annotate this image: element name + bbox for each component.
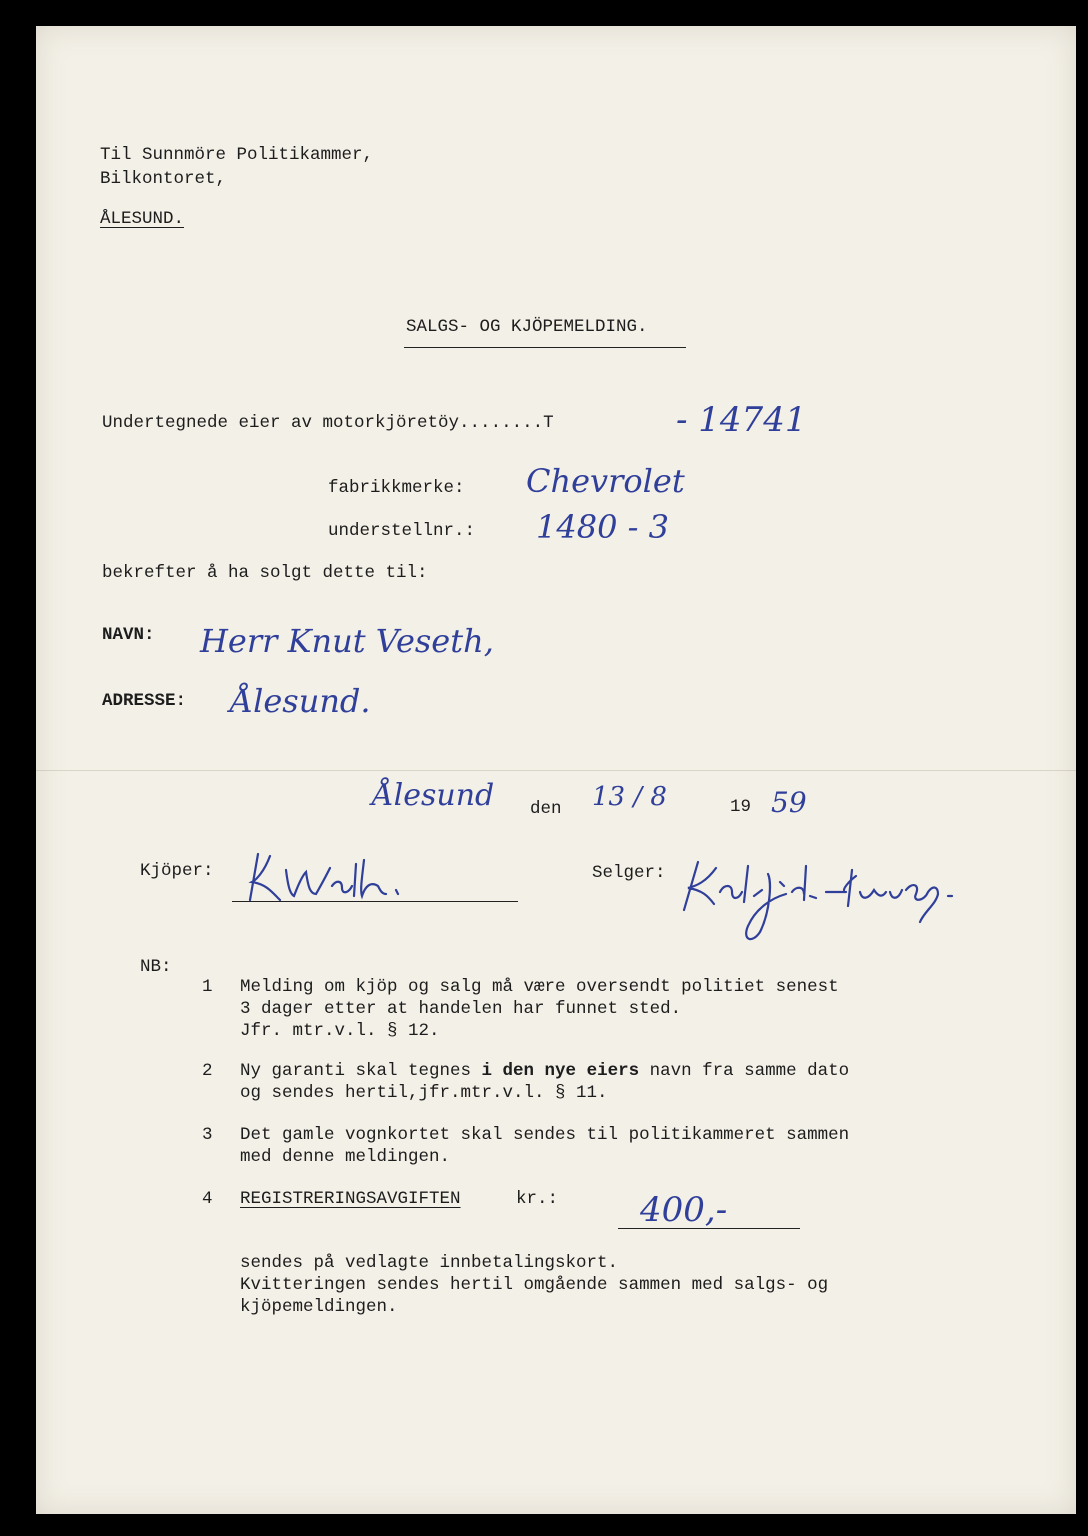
addressee-line-1: Til Sunnmöre Politikammer, [100,145,374,165]
registration-fee-label: REGISTRERINGSAVGIFTEN [240,1189,461,1209]
make-label: fabrikkmerke: [328,478,465,498]
place-value: Ålesund [372,778,495,813]
chassis-label: understellnr.: [328,521,476,541]
document-page [36,26,1076,1514]
note-3-line-1: Det gamle vognkortet skal sendes til politikammeret sammen [240,1125,850,1145]
note-4-number: 4 [202,1189,213,1209]
currency-label: kr.: [516,1189,559,1209]
note-1-line-1: Melding om kjöp og salg må være oversendt politiet senest [240,977,839,997]
registration-number: - 14741 [676,400,807,440]
chassis-value: 1480 - 3 [536,508,669,546]
buyer-signature [246,850,436,906]
name-label: NAVN: [102,625,155,645]
note-3-line-2: med denne meldingen. [240,1147,451,1167]
note-2-line-2: og sendes hertil,jfr.mtr.v.l. § 11. [240,1083,608,1103]
note-3-number: 3 [202,1125,213,1145]
note-2-number: 2 [202,1061,213,1081]
address-label: ADRESSE: [102,691,187,711]
document-title: SALGS- OG KJÖPEMELDING. [406,317,648,337]
note-1-number: 1 [202,977,213,997]
paper-fold [36,770,1076,771]
buyer-name: Herr Knut Veseth, [200,622,494,660]
note-2-line-1: Ny garanti skal tegnes i den nye eiers navn fra samme dato [240,1061,850,1081]
closing-line-3: kjöpemeldingen. [240,1297,398,1317]
buyer-sign-label: Kjöper: [140,861,214,881]
seller-signature [676,852,1026,942]
buyer-address: Ålesund. [230,682,371,720]
note-1-line-3: Jfr. mtr.v.l. § 12. [240,1021,440,1041]
title-underline [404,347,686,348]
note-1-line-2: 3 dager etter at handelen har funnet sted. [240,999,682,1019]
make-value: Chevrolet [526,462,685,500]
addressee-city: ÅLESUND. [100,209,185,229]
closing-line-1: sendes på vedlagte innbetalingskort. [240,1253,619,1273]
year-suffix: 59 [771,786,807,819]
fee-amount: 400,- [640,1190,728,1230]
sold-to-label: bekrefter å ha solgt dette til: [102,563,428,583]
year-prefix: 19 [730,797,752,817]
addressee-line-2: Bilkontoret, [100,169,227,189]
nb-label: NB: [140,957,172,977]
seller-sign-label: Selger: [592,863,666,883]
owner-label: Undertegnede eier av motorkjöretöy........T [102,413,554,433]
fee-amount-line [618,1228,800,1229]
closing-line-2: Kvitteringen sendes hertil omgående sammen med salgs- og [240,1275,829,1295]
date-day-month: 13 / 8 [592,782,667,812]
den-label: den [530,799,562,819]
